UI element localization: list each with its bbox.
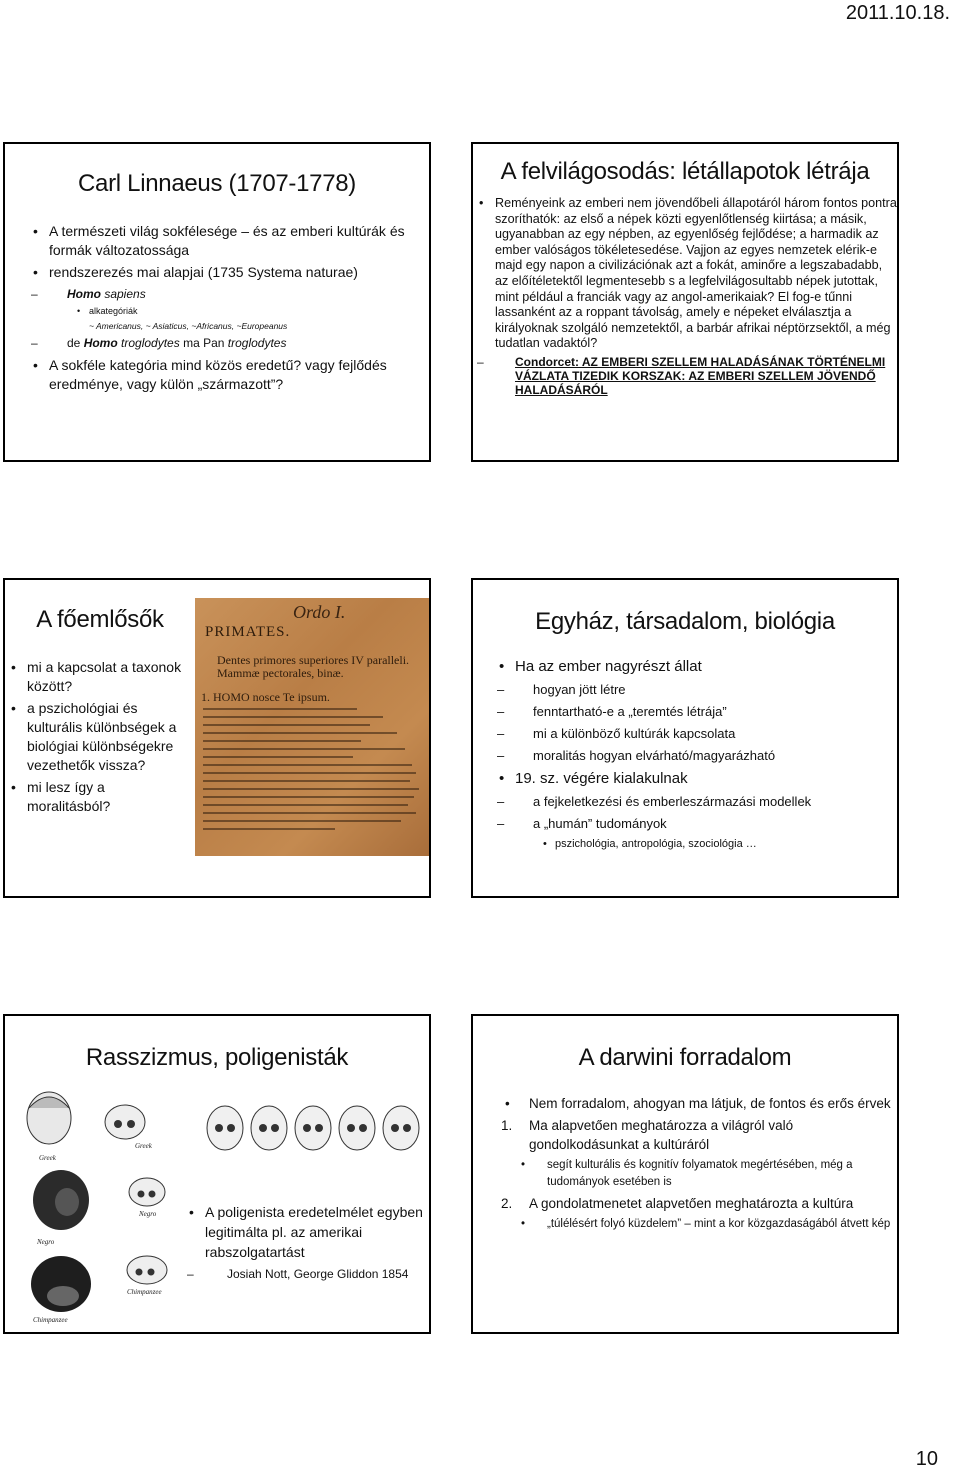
skull-icon <box>339 1106 375 1150</box>
bullet-list <box>9 658 191 819</box>
page-date: 2011.10.18. <box>845 2 950 24</box>
slide-title: A felvilágosodás: létállapotok létrája <box>500 158 870 185</box>
sub-sub-item: • alkategóriák <box>31 305 411 318</box>
page-number: 10 <box>915 1448 938 1470</box>
svg-text:Chimpanzee: Chimpanzee <box>33 1316 68 1324</box>
bullet-item: • Ha az ember nagyrészt állat <box>497 656 887 677</box>
negro-skull-icon <box>129 1178 165 1206</box>
slide-title: A főemlősők <box>36 606 164 633</box>
numbered-item: 2. A gondolatmenetet alapvetően meghatározta a kultúra <box>501 1196 854 1211</box>
sub-item: – Josiah Nott, George Gliddon 1854 <box>187 1265 427 1283</box>
skull-icon <box>251 1106 287 1150</box>
book-text-lines <box>203 708 423 836</box>
svg-text:Chimpanzee: Chimpanzee <box>127 1288 162 1296</box>
slide-racism-polygenists <box>3 1014 431 1334</box>
bullet-list <box>187 1202 427 1285</box>
sub-item: – a „humán” tudományok <box>497 814 887 834</box>
bullet-list <box>497 656 887 852</box>
bullet-item: • A természeti világ sokfélesége – és az emberi kultúrák és formák változatossága <box>31 222 411 260</box>
slide-primates <box>3 578 431 898</box>
sub-item: – hogyan jött létre <box>497 680 887 700</box>
sub-item: – mi a különböző kultúrák kapcsolata <box>497 724 887 744</box>
sub-item: • segít kulturális és kognitív folyamatok megértésében, még a tudományok esetében is <box>473 1157 893 1191</box>
svg-text:Negro: Negro <box>139 1210 157 1218</box>
bullet-item: • a pszichológiai és kulturális különbségek a biológiai különbségekre vezethetők vissza? <box>9 699 191 775</box>
slide-title: A darwini forradalom <box>578 1044 792 1071</box>
bullet-item: • Nem forradalom, ahogyan ma látjuk, de fontos és erős érvek <box>473 1094 893 1113</box>
sub-sub-item: • pszichológia, antropológia, szociológia … <box>497 836 887 852</box>
greek-skull-icon <box>105 1105 145 1139</box>
bullet-item: • rendszerezés mai alapjai (1735 Systema naturae) <box>31 263 411 282</box>
bullet-item: • mi lesz így a moralitásból? <box>9 778 191 816</box>
bullet-item: • A poligenista eredetelmélet egyben legitimálta pl. az amerikai rabszolgatartást <box>187 1202 427 1262</box>
book-ordo: Ordo I. <box>293 602 346 622</box>
sub-sub-item: ~ Americanus, ~ Asiaticus, ~Africanus, ~Europeanus <box>89 321 288 331</box>
chimpanzee-head-icon <box>31 1256 91 1312</box>
skull-icon <box>295 1106 331 1150</box>
negro-head-icon <box>33 1170 89 1230</box>
bullet-item: • A sokféle kategória mind közös eredetű? vagy fejlődés eredménye, vagy külön „származott”? <box>31 356 411 394</box>
slide-linnaeus <box>3 142 431 462</box>
slide-title: Carl Linnaeus (1707-1778) <box>77 170 357 197</box>
skull-icon <box>207 1106 243 1150</box>
slide-title: Egyház, társadalom, biológia <box>535 608 835 635</box>
numbered-item: 1. Ma alapvetően meghatározza a világról való gondolkodásunkat a kultúráról <box>501 1118 794 1152</box>
book-dentes: Dentes primores superiores IV paralleli. Mammæ pectorales, binæ. <box>217 653 410 680</box>
svg-text:Greek: Greek <box>39 1154 56 1162</box>
skull-icon <box>383 1106 419 1150</box>
bullet-item: • 19. sz. végére kialakulnak <box>497 768 887 789</box>
sub-item: – moralitás hogyan elvárható/magyarázható <box>497 746 887 766</box>
chimpanzee-skull-icon <box>127 1256 167 1284</box>
sub-item: • „túlélésért folyó küzdelem” – mint a kor közgazdaságából átvett kép <box>473 1216 893 1233</box>
slide-title: Rasszizmus, poligenisták <box>85 1044 349 1071</box>
slide-enlightenment <box>471 142 899 462</box>
book-primates: PRIMATES. <box>205 624 291 640</box>
bullet-item: • mi a kapcsolat a taxonok között? <box>9 658 191 696</box>
systema-naturae-page-image <box>195 598 430 856</box>
sub-item: – Homo sapiens <box>31 285 411 303</box>
quote-paragraph: • Reményeink az emberi nem jövendőbeli állapotáról három fontos pontra szoríthatók: az első a népek közti egyenlőtlenség kiirtása; a másik, ugyanabban az egy népben, az egyenlőség fejlődése; a harmadik az ember valóságos tökéletesedése. Vajjon az egyes nemzetek elérik-e majd egy napon a civilizációnak azt a fokát, aminőre a legszabadabb, az előítéletektől legmentesebb s a legfelvilágosultabb népek jutottak, mint például a franciák vagy az angol-amerikaiak? El fog-e tűnni lassanként az a roppant távolság, amely e népeket elválasztja a királyoknak szolgáló nemzetektől, a barbár afrikai néptörzsektől, a még tudatlan vadaktól? <box>477 196 897 352</box>
slide-darwinian-revolution <box>471 1014 899 1334</box>
sub-item: – de Homo troglodytes ma Pan troglodytes <box>31 334 411 352</box>
book-homo: 1. HOMO nosce Te ipsum. <box>201 690 330 704</box>
sub-item: – Condorcet: AZ EMBERI SZELLEM HALADÁSÁNAK TÖRTÉNELMI VÁZLATA TIZEDIK KORSZAK: AZ EMBERI SZELLEM JÖVENDŐ HALADÁSÁRÓL <box>477 355 897 397</box>
bullet-list <box>31 222 411 397</box>
slide-church-society-biology <box>471 578 899 898</box>
sub-item: – a fejkeletkezési és emberleszármazási modellek <box>497 792 887 812</box>
svg-text:Greek: Greek <box>135 1142 152 1150</box>
svg-text:Negro: Negro <box>37 1238 55 1246</box>
bullet-list <box>477 196 897 399</box>
heads-illustration <box>15 1088 185 1328</box>
greek-head-icon <box>27 1092 71 1144</box>
sub-item: – fenntartható-e a „teremtés létrája” <box>497 702 887 722</box>
bullet-list <box>473 1094 893 1236</box>
skulls-row-illustration <box>203 1088 425 1178</box>
